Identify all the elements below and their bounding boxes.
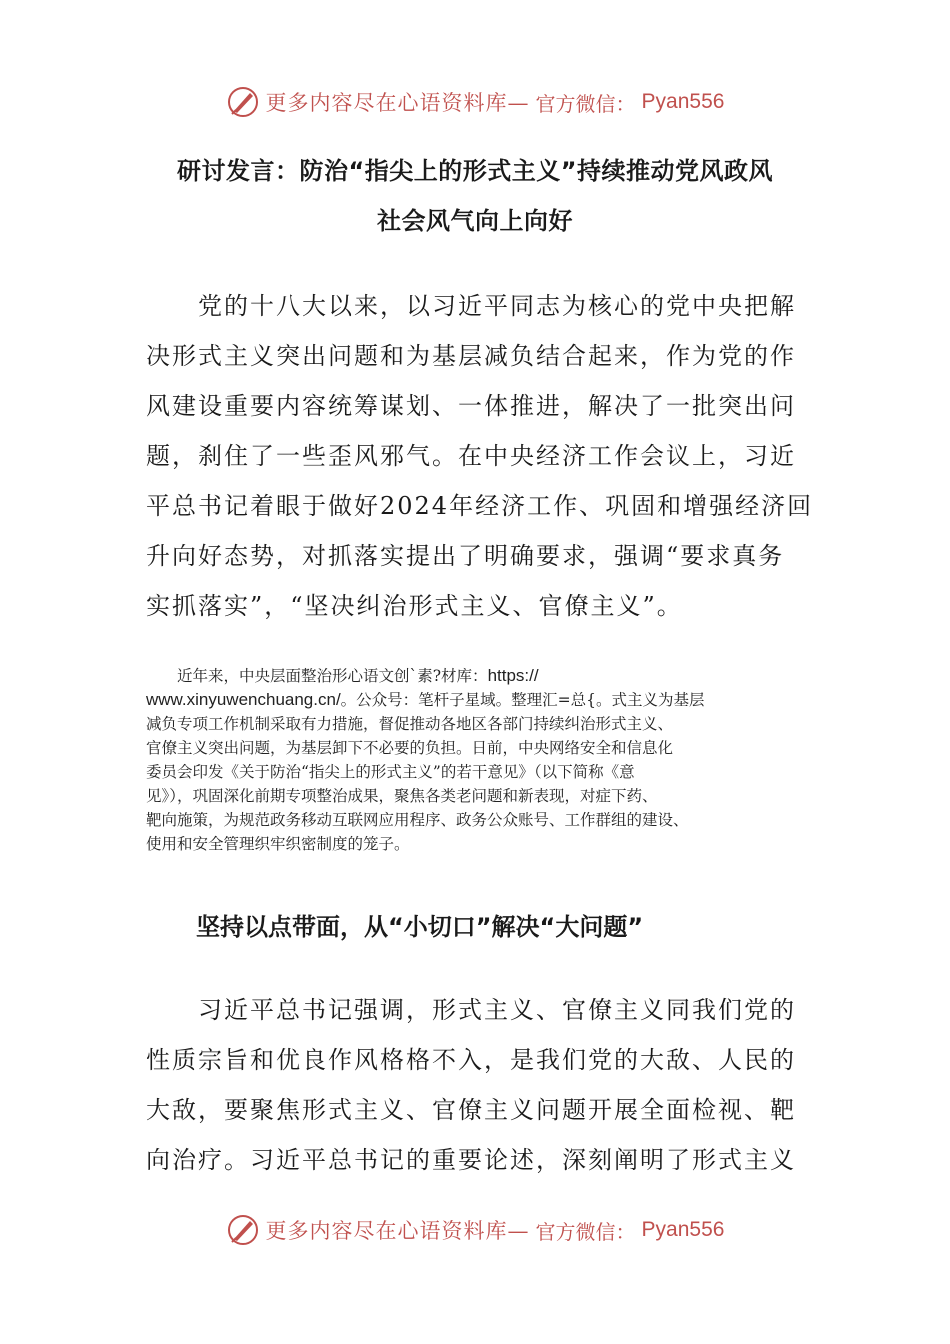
paragraph-line: 平总书记着眼于做好2024年经济工作、巩固和增强经济回 — [146, 492, 814, 520]
document-title-line-2: 社会风气向上向好 — [377, 207, 573, 235]
paragraph-line: 向治疗。习近平总书记的重要论述，深刻阐明了形式主义 — [146, 1146, 796, 1174]
paragraph-line: 性质宗旨和优良作风格格不入，是我们党的大敌、人民的 — [146, 1046, 796, 1074]
paragraph-line: 官僚主义突出问题，为基层卸下不必要的负担。日前，中央网络安全和信息化 — [146, 739, 674, 757]
text-fragment: 。公众号：笔杆子星域。整理汇=总{。式主义为基层 — [340, 691, 705, 709]
paragraph-line: 实抓落实”，“坚决纠治形式主义、官僚主义”。 — [146, 592, 683, 620]
paragraph-line — [146, 688, 808, 712]
paragraph-line: 习近平总书记强调，形式主义、官僚主义同我们党的 — [146, 996, 796, 1024]
text-fragment: 近年来，中央层面整治形心语文创`素?材库： — [146, 667, 488, 685]
paragraph-line: 靶向施策，为规范政务移动互联网应用程序、政务公众账号、工作群组的建设、 — [146, 811, 689, 829]
banner-wechat-id: Pyan556 — [641, 90, 725, 113]
banner-wechat-label: 官方微信： — [535, 91, 636, 116]
url-text: www.xinyuwenchuang.cn/ — [146, 690, 341, 709]
paragraph-intro — [146, 281, 814, 631]
paragraph-line: 大敌，要聚焦形式主义、官僚主义问题开展全面检视、靶 — [146, 1096, 796, 1124]
paragraph-line: 委员会印发《关于防治“指尖上的形式主义”的若干意见》（以下简称《意 — [146, 763, 635, 781]
paragraph-line — [146, 664, 808, 688]
paragraph-line: 见》），巩固深化前期专项整治成果，聚焦各类老问题和新表现，对症下药、 — [146, 787, 658, 805]
quill-logo-icon — [226, 85, 260, 119]
url-text: https:// — [487, 666, 539, 685]
paragraph-small-print — [146, 664, 808, 856]
quill-logo-icon — [226, 1213, 260, 1247]
paragraph-line: 党的十八大以来，以习近平同志为核心的党中央把解 — [146, 292, 796, 320]
section-heading: 坚持以点带面，从“小切口”解决“大问题” — [196, 913, 644, 941]
header-watermark-banner — [0, 82, 950, 122]
banner-brand-text: 更多内容尽在心语资料库— — [265, 91, 530, 115]
banner-brand-text: 更多内容尽在心语资料库— — [265, 1219, 530, 1243]
paragraph-line: 减负专项工作机制采取有力措施，督促推动各地区各部门持续纠治形式主义、 — [146, 715, 674, 733]
paragraph-line: 升向好态势，对抓落实提出了明确要求，强调“要求真务 — [146, 542, 785, 570]
document-title-line-1: 研讨发言：防治“指尖上的形式主义”持续推动党风政风 — [176, 157, 774, 185]
paragraph-line: 使用和安全管理织牢织密制度的笼子。 — [146, 835, 410, 853]
banner-wechat-label: 官方微信： — [535, 1219, 636, 1244]
paragraph-line: 风建设重要内容统筹谋划、一体推进，解决了一批突出问 — [146, 392, 796, 420]
paragraph-line: 题，刹住了一些歪风邪气。在中央经济工作会议上，习近 — [146, 442, 796, 470]
banner-wechat-id: Pyan556 — [641, 1218, 725, 1241]
footer-watermark-banner — [0, 1210, 950, 1250]
paragraph-section-body — [146, 985, 806, 1185]
paragraph-line: 决形式主义突出问题和为基层减负结合起来，作为党的作 — [146, 342, 796, 370]
